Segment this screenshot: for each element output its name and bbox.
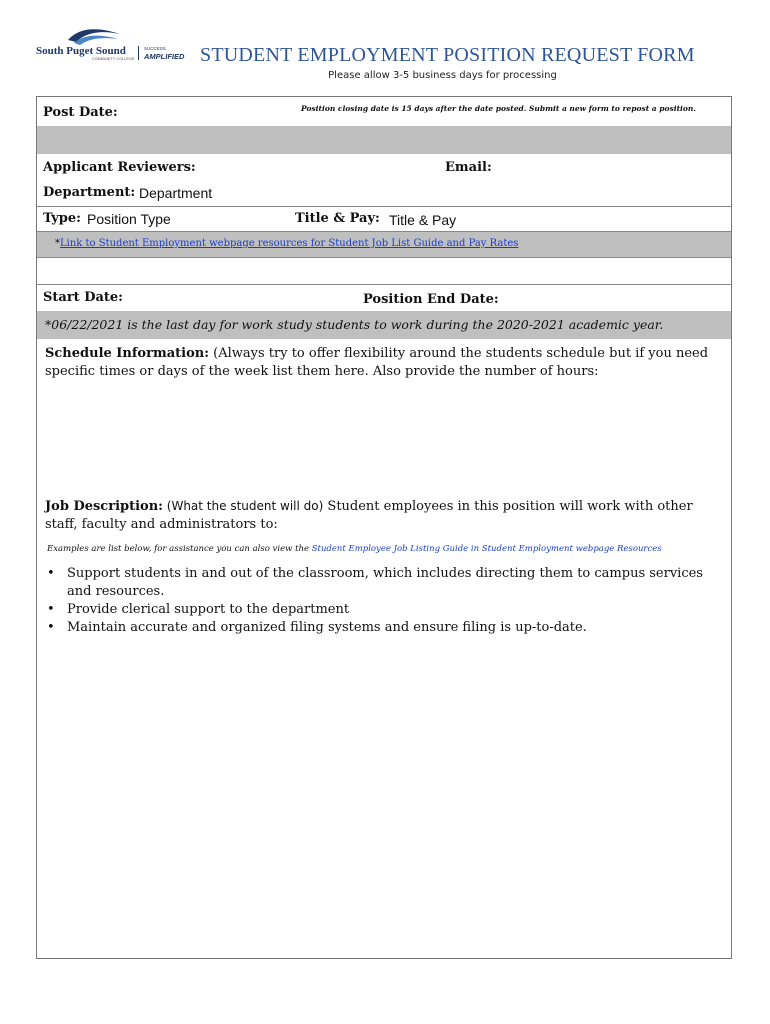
schedule-input-area[interactable] <box>45 385 725 495</box>
work-study-note: *06/22/2021 is the last day for work study students to work during the 2020-2021 academic year. <box>45 317 664 332</box>
blank-field[interactable] <box>37 257 731 285</box>
job-listing-guide-link[interactable]: Student Employee Job Listing Guide in Student Employment webpage Resources <box>311 544 662 554</box>
schedule-text: (Always try to offer flexibility around the students schedule but if you need specific times or days of the week list them here. Also provide the number of hours: <box>45 346 709 379</box>
examples-note <box>47 544 662 554</box>
examples-prefix: Examples are list below, for assistance you can also view the <box>47 544 312 554</box>
type-label: Type: <box>43 211 81 226</box>
list-item: • Support students in and out of the classroom, which includes directing them to campus services and resources. <box>47 565 707 601</box>
title-pay-label: Title & Pay: <box>295 211 380 226</box>
logo-tagline-small: SUCCESS <box>144 46 166 51</box>
logo-tagline: AMPLIFIED <box>144 52 185 61</box>
reviewers-row <box>37 154 731 181</box>
logo-college-subtitle: COMMUNITY COLLEGE <box>92 57 135 61</box>
closing-date-note: Position closing date is 15 days after the date posted. Submit a new form to repost a position. <box>301 104 696 113</box>
job-description-label: Job Description: <box>45 499 163 514</box>
department-label: Department: <box>43 185 136 200</box>
logo-divider <box>138 46 139 60</box>
resources-row <box>37 232 731 257</box>
dates-row <box>37 285 731 311</box>
college-logo <box>36 26 186 66</box>
job-description-paren: (What the student will do) <box>162 499 324 513</box>
end-date-label: Position End Date: <box>363 292 499 307</box>
email-label: Email: <box>445 160 492 175</box>
form-title: STUDENT EMPLOYMENT POSITION REQUEST FORM <box>200 44 695 66</box>
resources-asterisk: * <box>55 238 60 249</box>
post-date-row <box>37 97 731 126</box>
student-employment-resources-link[interactable]: Link to Student Employment webpage resources for Student Job List Guide and Pay Rates <box>60 238 519 249</box>
resources-text <box>55 238 518 249</box>
list-item: • Provide clerical support to the department <box>47 601 707 619</box>
title-pay-field[interactable]: Title & Pay <box>389 212 457 228</box>
department-row <box>37 181 731 206</box>
post-date-label: Post Date: <box>43 105 118 120</box>
start-date-label: Start Date: <box>43 290 123 305</box>
job-description <box>45 497 715 534</box>
schedule-label: Schedule Information: <box>45 346 209 361</box>
department-field[interactable]: Department <box>139 185 213 201</box>
position-type-field[interactable]: Position Type <box>87 211 171 227</box>
schedule-information <box>45 345 715 381</box>
post-date-field[interactable] <box>37 126 731 154</box>
logo-college-name: South Puget Sound <box>36 45 126 57</box>
job-duties-list <box>47 565 707 637</box>
list-item: • Maintain accurate and organized filing systems and ensure filing is up-to-date. <box>47 619 707 637</box>
form-frame <box>36 96 732 959</box>
form-subtitle: Please allow 3-5 business days for processing <box>328 70 557 81</box>
job-description-text: Student employees in this position will work with other staff, faculty and administrators to: <box>45 499 693 532</box>
type-row <box>37 206 731 232</box>
applicant-reviewers-label: Applicant Reviewers: <box>43 160 196 175</box>
work-study-row <box>37 311 731 339</box>
wave-logo-icon <box>66 26 122 46</box>
